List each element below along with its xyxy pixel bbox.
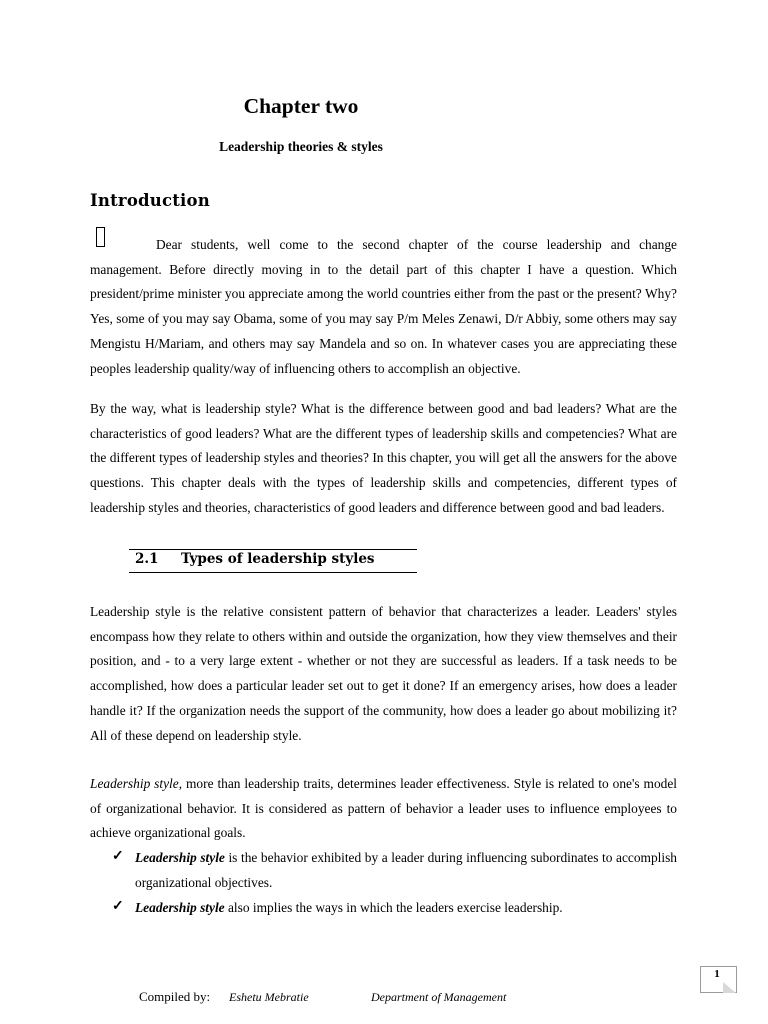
bullet-item	[135, 845, 677, 895]
section-title: Types of leadership styles	[181, 551, 375, 567]
section-paragraph-1: Leadership style is the relative consistent pattern of behavior that characterizes a leader. Leaders' styles encompass how they relate to others within and outside the organization, how they view themselves and their position, and - to a very large extent - whether or not they are successful as leaders. If a task needs to be accomplished, how does a particular leader set out to get it done? If an emergency arises, how does a leader handle it? If the organization needs the support of the community, how does a leader go about mobilizing it? All of these depend on leadership style.	[90, 604, 677, 743]
chapter-subtitle: Leadership theories & styles	[219, 139, 383, 154]
introduction-paragraph-1	[90, 233, 677, 381]
bullet-term: Leadership style	[135, 900, 225, 915]
page-curl-icon	[723, 982, 736, 993]
section-paragraph-2-term: Leadership style	[90, 776, 179, 791]
bullet-text: also implies the ways in which the leaders exercise leadership.	[224, 900, 563, 915]
bullet-text: is the behavior exhibited by a leader during influencing subordinates to accomplish organizational objectives.	[135, 850, 677, 890]
section-paragraph-2	[90, 772, 677, 846]
chapter-title: Chapter two	[243, 94, 359, 118]
introduction-paragraph-2: By the way, what is leadership style? What is the difference between good and bad leaders? What are the characteristics of good leaders? What are the different types of leadership skills and competencies? What are the different types of leadership styles and theories? In this chapter, you will get all the answers for the above questions. This chapter deals with the types of leadership skills and competencies, different types of leadership styles and theories, characteristics of good leaders and difference between good and bad leaders.	[90, 401, 677, 515]
bullet-term: Leadership style	[135, 850, 225, 865]
footer-author: Eshetu Mebratie	[229, 990, 309, 1004]
footer-compiled-label: Compiled by:	[139, 989, 211, 1004]
page-number: 1	[714, 968, 720, 980]
checkmark-icon: ✓	[112, 899, 124, 914]
bullet-item	[135, 895, 677, 920]
section-number: 2.1	[135, 551, 159, 567]
introduction-paragraph-1-text: Dear students, well come to the second chapter of the course leadership and change management. Before directly moving in to the detail part of this chapter I have a question. Which president/prime minister you appreciate among the world countries either from the past or the present? Why? Yes, some of you may say Obama, some of you may say P/m Meles Zenawi, D/r Abbiy, some others may say Mengistu H/Mariam, and others may say Mandela and so on. In whatever cases you are appreciating these peoples leadership quality/way of influencing others to accomplish an objective.	[90, 237, 677, 376]
footer-department: Department of Management	[371, 990, 507, 1004]
introduction-heading: Introduction	[90, 191, 210, 210]
section-paragraph-2-text: , more than leadership traits, determines leader effectiveness. Style is related to one's model of organizational behavior. It is considered as pattern of behavior a leader uses to influence employees to achieve organizational goals.	[90, 776, 677, 841]
checkmark-icon: ✓	[112, 849, 124, 864]
